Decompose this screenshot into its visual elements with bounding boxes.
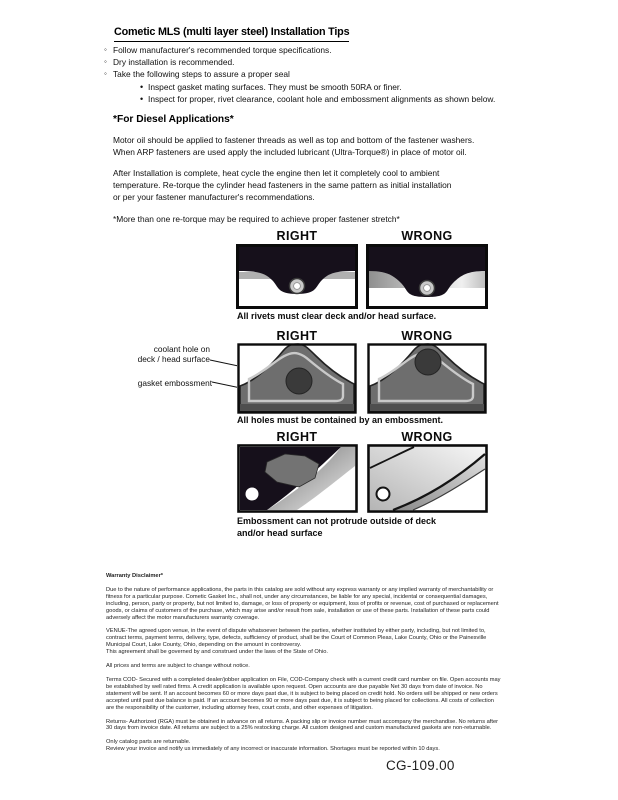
list-item bbox=[104, 44, 495, 56]
paragraph bbox=[113, 167, 474, 203]
list-item-text: Dry installation is recommended. bbox=[113, 57, 235, 68]
diagram-protrusion-right bbox=[237, 444, 358, 513]
installation-tips-list bbox=[104, 44, 495, 105]
disclaimer-heading: Warranty Disclaimer* bbox=[106, 573, 164, 579]
bullet-icon: • bbox=[140, 81, 144, 92]
disclaimer-paragraph: All prices and terms are subject to change without notice. bbox=[106, 663, 250, 670]
section-heading: *For Diesel Applications* bbox=[113, 114, 234, 125]
diagram-caption: Embossment can not protrude outside of deck and/or head surface bbox=[237, 516, 437, 538]
bullet-icon: ◦ bbox=[104, 69, 107, 79]
right-label: RIGHT bbox=[276, 229, 318, 243]
right-label: RIGHT bbox=[276, 430, 318, 444]
disclaimer-paragraph: Only catalog parts are returnable. Review your invoice and notify us immediately of any incorrect or inaccurate information. Shortages must be reported within 10 days. bbox=[106, 739, 440, 753]
right-label: RIGHT bbox=[276, 329, 318, 343]
bullet-icon: ◦ bbox=[104, 57, 107, 67]
disclaimer-paragraph: Due to the nature of performance applications, the parts in this catalog are sold without any express warranty or any implied warranty of merchantability or fitness for a particular purpose. Cometic Gasket Inc., shall not, under any circumstances, be liable for any special, incidental or consequential damages, including, person, party or property, but not limited to, damage, or loss of property or equipment, loss of profits or revenue, cost of purchased or replacement goods, or claims of customers of the purchase, which may arise and/or result from sale, installation or use of these parts. Installation of these parts could adversely affect the motor manufacturers warranty coverage. bbox=[106, 586, 499, 621]
diagram-caption: All holes must be contained by an embossment. bbox=[237, 415, 444, 425]
bolt-hole bbox=[377, 488, 390, 501]
title-block bbox=[114, 22, 349, 42]
bullet-icon: • bbox=[140, 93, 144, 104]
list-item bbox=[104, 56, 495, 68]
annotation-gasket-embossment: gasket embossment bbox=[137, 378, 212, 388]
text-line: temperature. Re-torque the cylinder head fasteners in the same pattern as initial installation bbox=[113, 180, 452, 191]
sub-list-item bbox=[104, 93, 495, 105]
disclaimer-paragraph: VENUE-The agreed upon venue, in the event of dispute whatsoever between the parties, whether instituted by either party, including, but not limited to, contract terms, payment terms, delivery, type, defects, sufficiency of product, shall be the Court of Common Pleas, Lake County, Ohio or the Painesville Municipal Court, Lake County, Ohio, depending on the amount in controversy. This agreement shall be governed by and construed under the laws of the State of Ohio. bbox=[106, 628, 487, 656]
list-item-text: Follow manufacturer's recommended torque specifications. bbox=[113, 45, 332, 55]
wrong-label: WRONG bbox=[401, 430, 453, 444]
wrong-label: WRONG bbox=[401, 229, 453, 243]
diagram-protrusion-wrong bbox=[367, 444, 488, 513]
list-item-text: Inspect for proper, rivet clearance, coolant hole and embossment alignments as shown below. bbox=[148, 93, 496, 104]
text-line: When ARP fasteners are used apply the included lubricant (Ultra-Torque®) in place of motor oil. bbox=[113, 147, 467, 158]
bolt-hole bbox=[246, 488, 259, 501]
page-number: CG-109.00 bbox=[386, 758, 455, 773]
text-line: Motor oil should be applied to fastener threads as well as top and bottom of the fastener washers. bbox=[113, 135, 475, 145]
list-item bbox=[104, 68, 495, 80]
wrong-label: WRONG bbox=[401, 329, 453, 343]
diesel-applications-section bbox=[113, 114, 474, 226]
text-line: After Installation is complete, heat cycle the engine then let it completely cool to ambient bbox=[113, 168, 440, 179]
diagram-embossment-right bbox=[237, 343, 357, 414]
disclaimer-paragraph: Returns- Authorized (RGA) must be obtained in advance on all returns. A packing slip or invoice number must accompany the merchandise. No returns after 30 days from invoice date. All returns are subject to a 25% restocking charge. All custom designed and custom manufactured gaskets are non-returnable. bbox=[106, 718, 498, 732]
bullet-icon: ◦ bbox=[104, 45, 107, 54]
coolant-hole bbox=[286, 368, 312, 394]
diagram-embossment-wrong bbox=[367, 343, 487, 414]
diagram-rivet-right bbox=[236, 244, 358, 309]
annotation-coolant-hole: coolant hole on deck / head surface bbox=[137, 344, 210, 364]
page-title: Cometic MLS (multi layer steel) Installation Tips bbox=[114, 26, 349, 42]
diagram-caption: All rivets must clear deck and/or head surface. bbox=[237, 311, 437, 321]
sub-list-item bbox=[104, 81, 495, 93]
list-item-text: Take the following steps to assure a proper seal bbox=[113, 69, 290, 80]
disclaimer-paragraph: Terms COD- Secured with a completed dealer/jobber application on File, COD-Company check with a current credit card number on file. Open accounts may be established by well rated firms. A credit application is available upon request. Open accounts are due payable Net 30 days from date of invoice. No statement will be sent. If an account becomes 60 or more days past due, it is subject to being placed on credit hold. No orders will be shipped or new orders accepted until past due balance is paid. If an account becomes 90 or more days past due, it is subject to being placed for collections. All costs of collection are the responsibility of the customer, including attorney fees, court costs, and other expenses of litigation. bbox=[106, 676, 501, 711]
retorque-note: *More than one re-torque may be required to achieve proper fastener stretch* bbox=[113, 214, 400, 225]
paragraph bbox=[113, 134, 474, 158]
list-item-text: Inspect gasket mating surfaces. They must be smooth 50RA or finer. bbox=[148, 81, 402, 92]
coolant-hole bbox=[415, 349, 441, 375]
warranty-disclaimer bbox=[106, 573, 518, 753]
diagram-rivet-wrong bbox=[366, 244, 488, 309]
text-line: or per your fastener manufacturer's recommendations. bbox=[113, 192, 315, 203]
